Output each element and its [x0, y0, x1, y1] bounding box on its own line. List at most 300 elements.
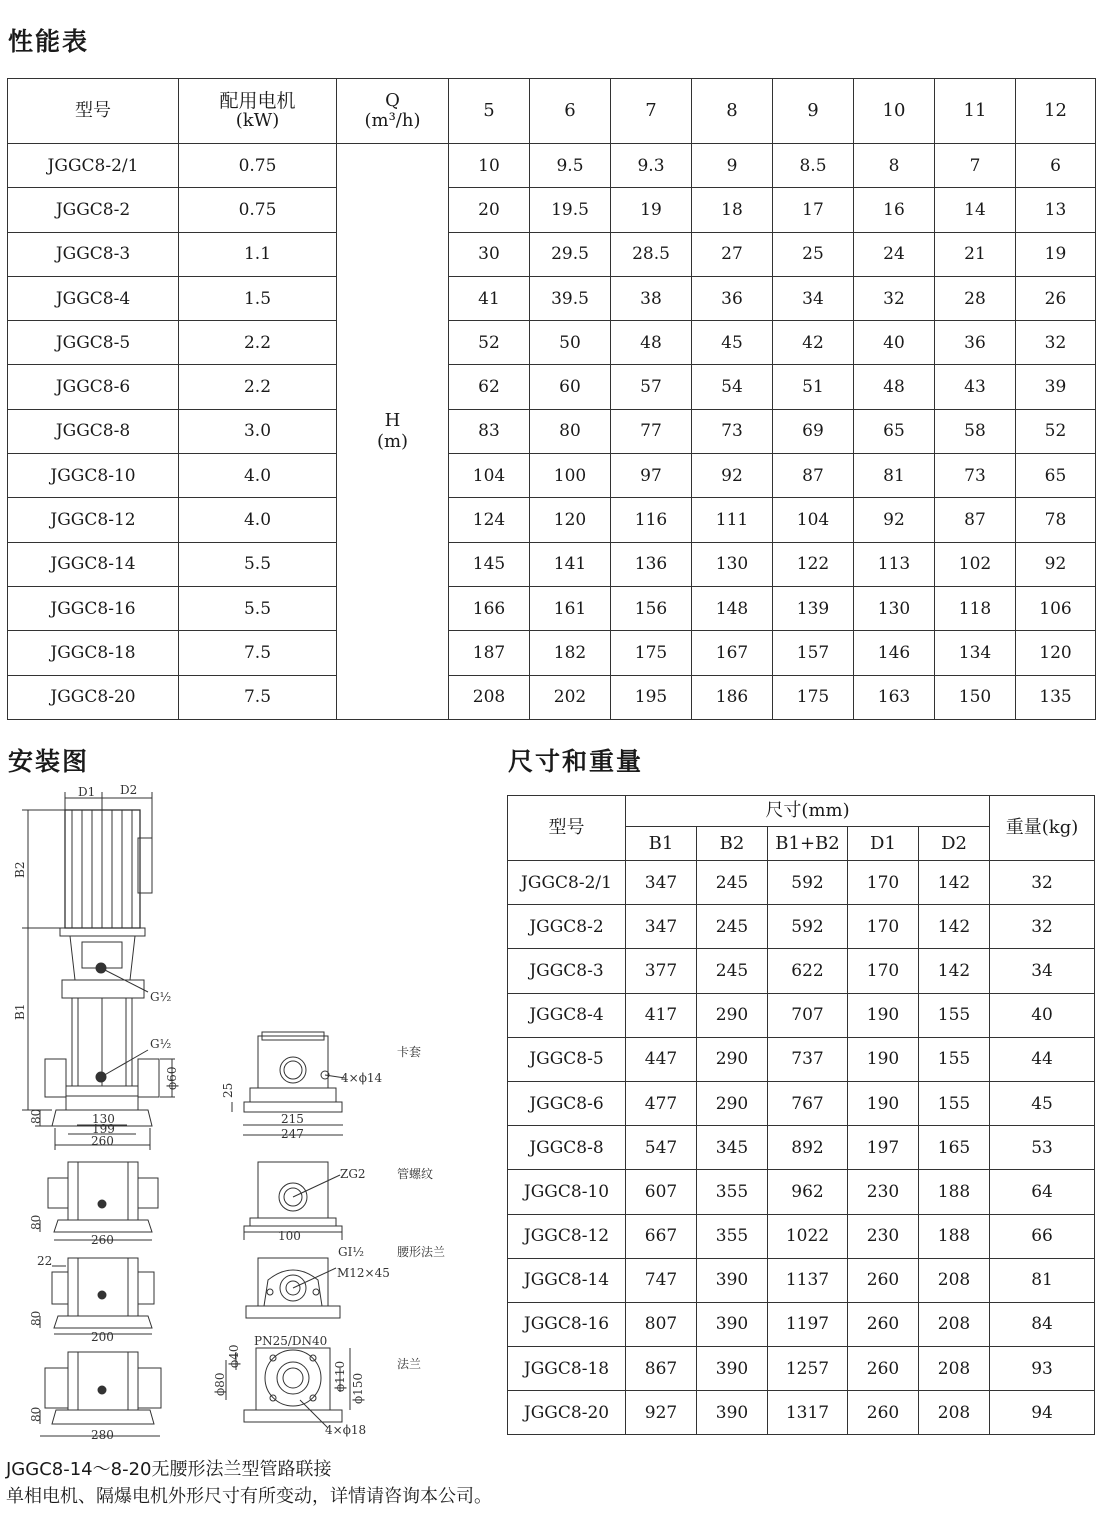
head-value-cell: 20 — [449, 188, 530, 232]
dimension-cell: 155 — [919, 1037, 990, 1081]
head-value-cell: 43 — [935, 365, 1016, 409]
model-cell: JGGC8-12 — [508, 1214, 626, 1258]
motor-header-line1: 配用电机 — [219, 90, 296, 112]
dimension-cell: 447 — [626, 1037, 697, 1081]
dim-label-phi80: ϕ80 — [213, 1372, 227, 1396]
head-value-cell: 102 — [935, 542, 1016, 586]
bolt-label-14: 4×ϕ14 — [341, 1071, 383, 1085]
head-value-cell: 182 — [530, 631, 611, 675]
head-value-cell: 48 — [854, 365, 935, 409]
view-label-oval-flange: 腰形法兰 — [397, 1245, 446, 1259]
dim-label-80: 80 — [29, 1108, 43, 1124]
motor-cell: 7.5 — [179, 675, 337, 719]
installation-drawing — [0, 780, 470, 1455]
head-value-cell: 208 — [449, 675, 530, 719]
dim-col-header: D1 — [848, 827, 919, 861]
weight-cell: 66 — [990, 1214, 1095, 1258]
head-value-cell: 187 — [449, 631, 530, 675]
dimension-cell: 208 — [919, 1347, 990, 1391]
head-value-cell: 8 — [854, 144, 935, 188]
head-value-cell: 18 — [692, 188, 773, 232]
dim-label-d2: D2 — [120, 783, 138, 797]
dim-col-header: B1+B2 — [768, 827, 848, 861]
head-value-cell: 36 — [692, 276, 773, 320]
view-label-flange: 法兰 — [397, 1357, 422, 1371]
table-row — [8, 144, 1096, 188]
dimension-cell: 230 — [848, 1214, 919, 1258]
dimension-cell: 592 — [768, 861, 848, 905]
pump-elevation-view — [22, 792, 175, 1150]
head-value-cell: 78 — [1016, 498, 1096, 542]
table-row — [8, 454, 1096, 498]
model-cell: JGGC8-8 — [8, 409, 179, 453]
dimension-cell: 245 — [697, 905, 768, 949]
head-value-cell: 175 — [611, 631, 692, 675]
head-value-cell: 10 — [449, 144, 530, 188]
motor-cell: 3.0 — [179, 409, 337, 453]
dim-label-80b: 80 — [29, 1214, 43, 1230]
dimension-cell: 1197 — [768, 1302, 848, 1346]
model-cell: JGGC8-3 — [8, 232, 179, 276]
head-value-cell: 104 — [449, 454, 530, 498]
head-value-cell: 54 — [692, 365, 773, 409]
head-value-cell: 28.5 — [611, 232, 692, 276]
table-row — [508, 949, 1095, 993]
dimensions-title: 尺寸和重量 — [508, 747, 644, 776]
weight-cell: 45 — [990, 1081, 1095, 1125]
head-value-cell: 92 — [854, 498, 935, 542]
model-cell: JGGC8-20 — [508, 1391, 626, 1435]
head-value-cell: 157 — [773, 631, 854, 675]
head-value-cell: 65 — [1016, 454, 1096, 498]
dimension-cell: 197 — [848, 1126, 919, 1170]
head-value-cell: 113 — [854, 542, 935, 586]
head-value-cell: 16 — [854, 188, 935, 232]
dim-header-size: 尺寸(mm) — [626, 796, 990, 827]
head-unit-line2: (m) — [376, 431, 409, 453]
table-row — [508, 1391, 1095, 1435]
model-cell: JGGC8-5 — [508, 1037, 626, 1081]
model-cell: JGGC8-10 — [508, 1170, 626, 1214]
dimension-cell: 142 — [919, 949, 990, 993]
head-value-cell: 111 — [692, 498, 773, 542]
head-value-cell: 51 — [773, 365, 854, 409]
head-value-cell: 134 — [935, 631, 1016, 675]
dimension-cell: 892 — [768, 1126, 848, 1170]
table-row — [8, 365, 1096, 409]
head-value-cell: 77 — [611, 409, 692, 453]
head-value-cell: 26 — [1016, 276, 1096, 320]
footnote-line2: 单相电机、隔爆电机外形尺寸有所变动，详情请咨询本公司。 — [6, 1486, 492, 1507]
dim-label-phi110: ϕ110 — [333, 1360, 347, 1392]
weight-cell: 53 — [990, 1126, 1095, 1170]
motor-cell: 2.2 — [179, 321, 337, 365]
motor-cell: 0.75 — [179, 188, 337, 232]
table-row — [8, 321, 1096, 365]
dimension-cell: 155 — [919, 1081, 990, 1125]
head-value-cell: 87 — [935, 498, 1016, 542]
dimension-cell: 747 — [626, 1258, 697, 1302]
dimension-cell: 142 — [919, 861, 990, 905]
head-value-cell: 24 — [854, 232, 935, 276]
dim-label-130: 130 — [92, 1112, 115, 1126]
model-cell: JGGC8-4 — [508, 993, 626, 1037]
head-value-cell: 148 — [692, 586, 773, 630]
head-value-cell: 42 — [773, 321, 854, 365]
dimension-cell: 208 — [919, 1258, 990, 1302]
port-label-g2: G½ — [150, 1037, 172, 1051]
head-value-cell: 130 — [854, 586, 935, 630]
head-value-cell: 39 — [1016, 365, 1096, 409]
table-row — [8, 409, 1096, 453]
table-row — [8, 631, 1096, 675]
table-row — [8, 276, 1096, 320]
dimension-cell: 355 — [697, 1170, 768, 1214]
weight-cell: 32 — [990, 905, 1095, 949]
table-row — [508, 993, 1095, 1037]
table-row — [8, 542, 1096, 586]
dimension-cell: 1137 — [768, 1258, 848, 1302]
port-label-gi: GI½ — [338, 1245, 364, 1259]
dimension-cell: 245 — [697, 861, 768, 905]
footnotes — [6, 1456, 492, 1510]
head-value-cell: 50 — [530, 321, 611, 365]
dimension-cell: 707 — [768, 993, 848, 1037]
dimension-cell: 260 — [848, 1258, 919, 1302]
dimension-cell: 290 — [697, 1037, 768, 1081]
dimension-cell: 547 — [626, 1126, 697, 1170]
weight-cell: 32 — [990, 861, 1095, 905]
head-value-cell: 39.5 — [530, 276, 611, 320]
dim-label-100: 100 — [278, 1229, 301, 1243]
dimension-cell: 767 — [768, 1081, 848, 1125]
head-value-cell: 40 — [854, 321, 935, 365]
head-value-cell: 45 — [692, 321, 773, 365]
dimension-cell: 208 — [919, 1302, 990, 1346]
dimension-cell: 170 — [848, 949, 919, 993]
motor-cell: 0.75 — [179, 144, 337, 188]
motor-cell: 1.5 — [179, 276, 337, 320]
head-value-cell: 25 — [773, 232, 854, 276]
head-value-cell: 104 — [773, 498, 854, 542]
dimension-cell: 347 — [626, 861, 697, 905]
table-row — [8, 498, 1096, 542]
model-cell: JGGC8-2 — [508, 905, 626, 949]
table-row — [508, 1081, 1095, 1125]
dim-label-200: 200 — [91, 1330, 114, 1344]
head-value-cell: 120 — [530, 498, 611, 542]
bolt-label-18: 4×ϕ18 — [325, 1423, 367, 1437]
flange-label-pn: PN25/DN40 — [254, 1334, 328, 1348]
dimension-cell: 170 — [848, 861, 919, 905]
dimension-cell: 190 — [848, 1081, 919, 1125]
dim-label-260b: 260 — [91, 1233, 114, 1247]
dim-label-b1: B1 — [13, 1003, 27, 1020]
head-value-cell: 202 — [530, 675, 611, 719]
dimension-cell: 607 — [626, 1170, 697, 1214]
head-value-cell: 32 — [854, 276, 935, 320]
head-value-cell: 28 — [935, 276, 1016, 320]
flow-header: 5 — [449, 79, 530, 144]
head-value-cell: 122 — [773, 542, 854, 586]
flow-header: 6 — [530, 79, 611, 144]
dimension-cell: 260 — [848, 1347, 919, 1391]
model-cell: JGGC8-16 — [8, 586, 179, 630]
flow-header: 8 — [692, 79, 773, 144]
head-value-cell: 106 — [1016, 586, 1096, 630]
model-cell: JGGC8-2 — [8, 188, 179, 232]
head-value-cell: 124 — [449, 498, 530, 542]
dimension-cell: 355 — [697, 1214, 768, 1258]
weight-cell: 64 — [990, 1170, 1095, 1214]
head-value-cell: 69 — [773, 409, 854, 453]
table-row — [8, 675, 1096, 719]
head-value-cell: 87 — [773, 454, 854, 498]
bolt-label-m12: M12×45 — [337, 1266, 390, 1280]
dimension-cell: 592 — [768, 905, 848, 949]
head-value-cell: 21 — [935, 232, 1016, 276]
dimension-cell: 290 — [697, 993, 768, 1037]
model-cell: JGGC8-4 — [8, 276, 179, 320]
head-value-cell: 34 — [773, 276, 854, 320]
table-row — [508, 1126, 1095, 1170]
head-value-cell: 135 — [1016, 675, 1096, 719]
head-value-cell: 163 — [854, 675, 935, 719]
port-label-zg2: ZG2 — [340, 1167, 366, 1181]
model-cell: JGGC8-20 — [8, 675, 179, 719]
table-row — [8, 188, 1096, 232]
dim-label-215: 215 — [281, 1112, 304, 1126]
head-value-cell: 7 — [935, 144, 1016, 188]
head-value-cell: 52 — [1016, 409, 1096, 453]
head-value-cell: 83 — [449, 409, 530, 453]
head-value-cell: 19 — [611, 188, 692, 232]
head-value-cell: 52 — [449, 321, 530, 365]
dimension-cell: 230 — [848, 1170, 919, 1214]
dimension-cell: 867 — [626, 1347, 697, 1391]
dimension-cell: 347 — [626, 905, 697, 949]
model-cell: JGGC8-14 — [508, 1258, 626, 1302]
table-row — [8, 232, 1096, 276]
performance-table — [7, 78, 1096, 720]
model-cell: JGGC8-2/1 — [508, 861, 626, 905]
dimension-cell: 622 — [768, 949, 848, 993]
dim-label-260: 260 — [91, 1134, 114, 1148]
dim-label-d1: D1 — [78, 785, 96, 799]
dimension-cell: 1257 — [768, 1347, 848, 1391]
dimension-cell: 737 — [768, 1037, 848, 1081]
head-value-cell: 195 — [611, 675, 692, 719]
dimension-cell: 290 — [697, 1081, 768, 1125]
model-cell: JGGC8-6 — [508, 1081, 626, 1125]
table-row — [508, 905, 1095, 949]
weight-cell: 84 — [990, 1302, 1095, 1346]
head-unit-line1: H — [384, 410, 401, 432]
dimension-cell: 142 — [919, 905, 990, 949]
view-label-ferrule: 卡套 — [397, 1045, 422, 1059]
head-value-cell: 139 — [773, 586, 854, 630]
weight-cell: 93 — [990, 1347, 1095, 1391]
head-value-cell: 58 — [935, 409, 1016, 453]
head-value-cell: 60 — [530, 365, 611, 409]
flow-header: 7 — [611, 79, 692, 144]
dimension-cell: 155 — [919, 993, 990, 1037]
dim-col-header: B2 — [697, 827, 768, 861]
model-cell: JGGC8-18 — [508, 1347, 626, 1391]
motor-cell: 2.2 — [179, 365, 337, 409]
col-header-model: 型号 — [8, 79, 179, 144]
motor-cell: 5.5 — [179, 586, 337, 630]
dimension-cell: 190 — [848, 1037, 919, 1081]
weight-cell: 40 — [990, 993, 1095, 1037]
dim-label-280: 280 — [91, 1428, 114, 1442]
dimension-cell: 1317 — [768, 1391, 848, 1435]
dimension-cell: 390 — [697, 1347, 768, 1391]
head-value-cell: 65 — [854, 409, 935, 453]
dimension-cell: 417 — [626, 993, 697, 1037]
weight-cell: 34 — [990, 949, 1095, 993]
dim-header-weight: 重量(kg) — [990, 796, 1095, 861]
flow-header: 12 — [1016, 79, 1096, 144]
dimension-cell: 1022 — [768, 1214, 848, 1258]
dimension-cell: 345 — [697, 1126, 768, 1170]
port-label-g1: G½ — [150, 990, 172, 1004]
installation-title: 安装图 — [8, 747, 90, 776]
head-value-cell: 14 — [935, 188, 1016, 232]
head-value-cell: 48 — [611, 321, 692, 365]
head-value-cell: 120 — [1016, 631, 1096, 675]
weight-cell: 81 — [990, 1258, 1095, 1302]
dim-label-25: 25 — [221, 1082, 235, 1098]
dim-col-header: D2 — [919, 827, 990, 861]
dimension-cell: 377 — [626, 949, 697, 993]
head-value-cell: 156 — [611, 586, 692, 630]
head-value-cell: 80 — [530, 409, 611, 453]
model-cell: JGGC8-2/1 — [8, 144, 179, 188]
head-value-cell: 145 — [449, 542, 530, 586]
head-value-cell: 73 — [692, 409, 773, 453]
head-unit-cell — [337, 144, 449, 720]
model-cell: JGGC8-16 — [508, 1302, 626, 1346]
dim-label-22: 22 — [37, 1254, 53, 1268]
head-value-cell: 97 — [611, 454, 692, 498]
head-value-cell: 32 — [1016, 321, 1096, 365]
motor-cell: 7.5 — [179, 631, 337, 675]
dimension-cell: 807 — [626, 1302, 697, 1346]
model-cell: JGGC8-8 — [508, 1126, 626, 1170]
motor-cell: 1.1 — [179, 232, 337, 276]
table-row — [508, 861, 1095, 905]
pump-base-views — [40, 1162, 161, 1436]
model-cell: JGGC8-10 — [8, 454, 179, 498]
head-value-cell: 41 — [449, 276, 530, 320]
dimension-cell: 667 — [626, 1214, 697, 1258]
head-value-cell: 186 — [692, 675, 773, 719]
motor-header-line2: (kW) — [235, 110, 280, 131]
dimensions-table — [507, 795, 1095, 1435]
head-value-cell: 19.5 — [530, 188, 611, 232]
model-cell: JGGC8-12 — [8, 498, 179, 542]
head-value-cell: 92 — [1016, 542, 1096, 586]
weight-cell: 44 — [990, 1037, 1095, 1081]
dim-label-80d: 80 — [29, 1406, 43, 1422]
col-header-motor — [179, 79, 337, 144]
motor-cell: 5.5 — [179, 542, 337, 586]
dimension-cell: 260 — [848, 1391, 919, 1435]
dimension-cell: 962 — [768, 1170, 848, 1214]
head-value-cell: 57 — [611, 365, 692, 409]
head-value-cell: 9.3 — [611, 144, 692, 188]
dimension-cell: 927 — [626, 1391, 697, 1435]
head-value-cell: 161 — [530, 586, 611, 630]
weight-cell: 94 — [990, 1391, 1095, 1435]
head-value-cell: 29.5 — [530, 232, 611, 276]
dimension-cell: 390 — [697, 1258, 768, 1302]
head-value-cell: 73 — [935, 454, 1016, 498]
head-value-cell: 36 — [935, 321, 1016, 365]
head-value-cell: 116 — [611, 498, 692, 542]
dimension-cell: 208 — [919, 1391, 990, 1435]
dim-label-phi40: ϕ40 — [227, 1344, 241, 1368]
head-value-cell: 9.5 — [530, 144, 611, 188]
flow-header-line1: Q — [385, 90, 400, 111]
model-cell: JGGC8-14 — [8, 542, 179, 586]
head-value-cell: 118 — [935, 586, 1016, 630]
head-value-cell: 150 — [935, 675, 1016, 719]
flow-header: 10 — [854, 79, 935, 144]
dimension-cell: 390 — [697, 1391, 768, 1435]
head-value-cell: 38 — [611, 276, 692, 320]
table-row — [8, 586, 1096, 630]
dim-col-header: B1 — [626, 827, 697, 861]
dimension-cell: 165 — [919, 1126, 990, 1170]
motor-cell: 4.0 — [179, 498, 337, 542]
model-cell: JGGC8-5 — [8, 321, 179, 365]
motor-cell: 4.0 — [179, 454, 337, 498]
dim-label-phi150: ϕ150 — [351, 1372, 365, 1404]
head-value-cell: 92 — [692, 454, 773, 498]
head-value-cell: 8.5 — [773, 144, 854, 188]
dim-label-80c: 80 — [29, 1310, 43, 1326]
head-value-cell: 175 — [773, 675, 854, 719]
performance-title: 性能表 — [8, 27, 90, 56]
head-value-cell: 62 — [449, 365, 530, 409]
table-row — [508, 1037, 1095, 1081]
flow-header: 9 — [773, 79, 854, 144]
dimension-cell: 260 — [848, 1302, 919, 1346]
head-value-cell: 6 — [1016, 144, 1096, 188]
head-value-cell: 146 — [854, 631, 935, 675]
dimension-cell: 188 — [919, 1170, 990, 1214]
dim-label-199: 199 — [92, 1122, 115, 1136]
head-value-cell: 141 — [530, 542, 611, 586]
table-row — [508, 1170, 1095, 1214]
dimension-cell: 390 — [697, 1302, 768, 1346]
model-cell: JGGC8-6 — [8, 365, 179, 409]
view-label-pipe-thread: 管螺纹 — [397, 1167, 434, 1181]
dimension-cell: 170 — [848, 905, 919, 949]
dim-label-phi60: ϕ60 — [165, 1066, 179, 1090]
flow-header: 11 — [935, 79, 1016, 144]
head-value-cell: 9 — [692, 144, 773, 188]
col-header-flow — [337, 79, 449, 144]
dim-label-b2: B2 — [13, 861, 27, 878]
head-value-cell: 17 — [773, 188, 854, 232]
head-value-cell: 27 — [692, 232, 773, 276]
dimension-cell: 245 — [697, 949, 768, 993]
table-row — [508, 1347, 1095, 1391]
head-value-cell: 167 — [692, 631, 773, 675]
